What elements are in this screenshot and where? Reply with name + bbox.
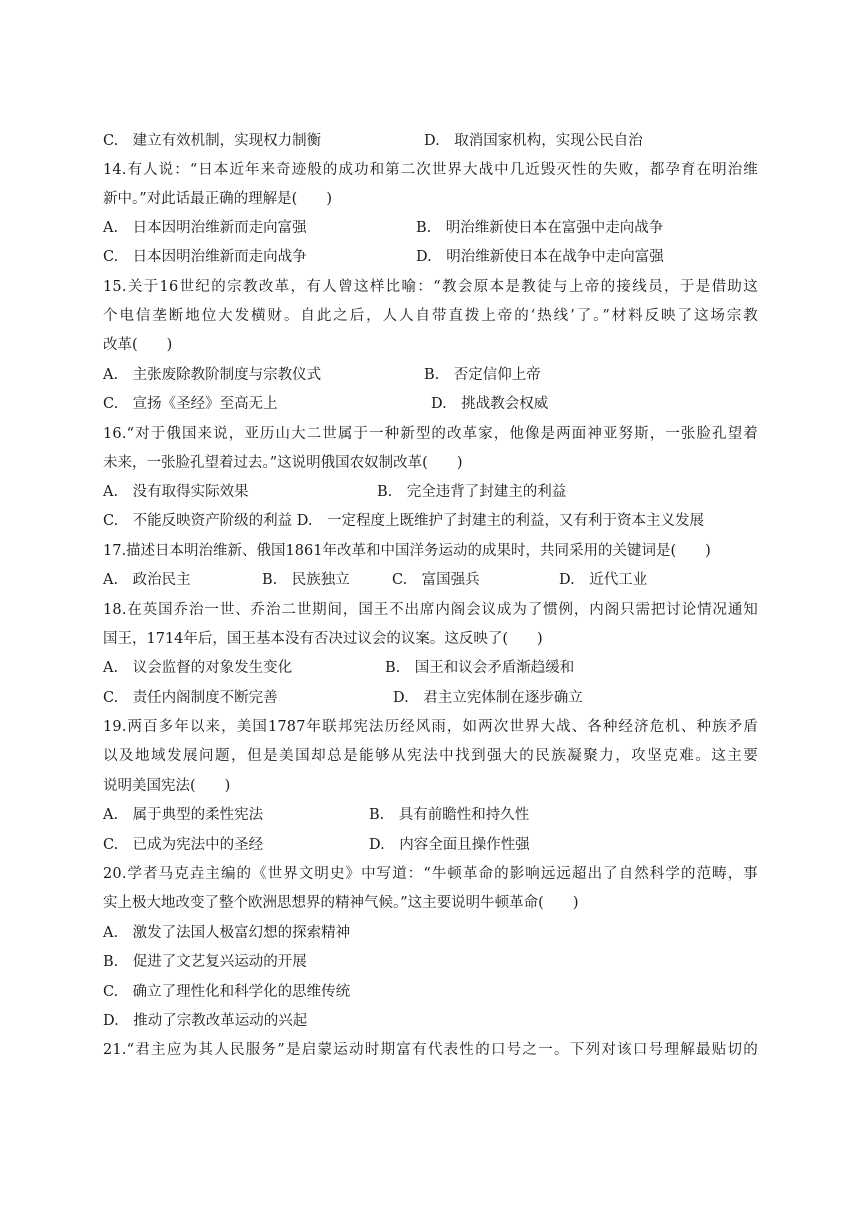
- q16-option-c-d: C. 不能反映资产阶级的利益 D. 一定程度上既维护了封建主的利益，又有利于资本主义发展: [103, 513, 705, 529]
- question-14-stem: 14.有人说：“日本近年来奇迹般的成功和第二次世界大战中几近毁灭性的失败，都孕育在明治维: [103, 162, 758, 178]
- question-21-stem: 21.“君主应为其人民服务”是启蒙运动时期富有代表性的口号之一。下列对该口号理解最贴切的: [103, 1042, 758, 1058]
- q14-option-a: A. 日本因明治维新而走向富强: [103, 220, 307, 236]
- question-16-stem: 16.“对于俄国来说，亚历山大二世属于一种新型的改革家，他像是两面神亚努斯，一张脸孔望着: [103, 426, 758, 442]
- q17-option-c: C. 富国强兵: [392, 572, 480, 588]
- q18-option-c: C. 责任内阁制度不断完善: [103, 690, 278, 706]
- q19-option-a: A. 属于典型的柔性宪法: [103, 807, 264, 823]
- question-14-stem-cont: 新中。”对此话最正确的理解是( ): [103, 191, 332, 207]
- q20-option-d: D. 推动了宗教改革运动的兴起: [103, 1013, 308, 1029]
- q19-option-c: C. 已成为宪法中的圣经: [103, 837, 264, 853]
- q18-option-b: B. 国王和议会矛盾渐趋缓和: [385, 660, 575, 676]
- q20-option-a: A. 激发了法国人极富幻想的探索精神: [103, 925, 351, 941]
- question-19-stem-cont: 以及地域发展问题，但是美国却总是能够从宪法中找到强大的民族凝聚力，攻坚克难。这主要: [103, 748, 758, 764]
- question-20-stem-cont: 实上极大地改变了整个欧洲思想界的精神气候。”这主要说明牛顿革命( ): [103, 895, 579, 911]
- option-d-prev: D. 取消国家机构，实现公民自治: [424, 133, 643, 149]
- q15-option-a: A. 主张废除教阶制度与宗教仪式: [103, 367, 322, 383]
- option-c-prev: C. 建立有效机制，实现权力制衡: [103, 133, 322, 149]
- q15-option-d: D. 挑战教会权威: [431, 396, 549, 412]
- question-18-stem: 18.在英国乔治一世、乔治二世期间，国王不出席内阁会议成为了惯例，内阁只需把讨论情况通知: [103, 602, 758, 618]
- question-18-stem-cont: 国王，1714年后，国王基本没有否决过议会的议案。这反映了( ): [103, 631, 543, 647]
- q16-option-a: A. 没有取得实际效果: [103, 484, 249, 500]
- q19-option-b: B. 具有前瞻性和持久性: [369, 807, 530, 823]
- question-15-stem-end: 改革( ): [103, 337, 173, 353]
- question-15-stem-cont: 个电信垄断地位大发横财。自此之后，人人自带直拨上帝的‘热线’了。”材料反映了这场宗教: [103, 308, 758, 324]
- question-16-stem-cont: 未来，一张脸孔望着过去。”这说明俄国农奴制改革( ): [103, 455, 463, 471]
- q17-option-d: D. 近代工业: [559, 572, 648, 588]
- q15-option-c: C. 宣扬《圣经》至高无上: [103, 396, 278, 412]
- q16-option-b: B. 完全违背了封建主的利益: [377, 484, 567, 500]
- q17-option-a: A. 政治民主: [103, 572, 191, 588]
- question-20-stem: 20.学者马克垚主编的《世界文明史》中写道：“牛顿革命的影响远远超出了自然科学的范畴，事: [103, 866, 758, 882]
- q20-option-c: C. 确立了理性化和科学化的思维传统: [103, 984, 351, 1000]
- question-19-stem-end: 说明美国宪法( ): [103, 778, 231, 794]
- q15-option-b: B. 否定信仰上帝: [424, 367, 541, 383]
- q14-option-b: B. 明治维新使日本在富强中走向战争: [416, 220, 664, 236]
- q14-option-c: C. 日本因明治维新而走向战争: [103, 249, 307, 265]
- question-15-stem: 15.关于16世纪的宗教改革，有人曾这样比喻：“教会原本是教徒与上帝的接线员，于是借助这: [103, 279, 758, 295]
- q17-option-b: B. 民族独立: [262, 572, 350, 588]
- question-19-stem: 19.两百多年以来，美国1787年联邦宪法历经风雨，如两次世界大战、各种经济危机、种族矛盾: [103, 719, 758, 735]
- q19-option-d: D. 内容全面且操作性强: [369, 837, 530, 853]
- question-17-stem: 17.描述日本明治维新、俄国1861年改革和中国洋务运动的成果时，共同采用的关键词是( ): [103, 543, 711, 559]
- q18-option-a: A. 议会监督的对象发生变化: [103, 660, 293, 676]
- q14-option-d: D. 明治维新使日本在战争中走向富强: [416, 249, 664, 265]
- q18-option-d: D. 君主立宪体制在逐步确立: [393, 690, 583, 706]
- q20-option-b: B. 促进了文艺复兴运动的开展: [103, 954, 307, 970]
